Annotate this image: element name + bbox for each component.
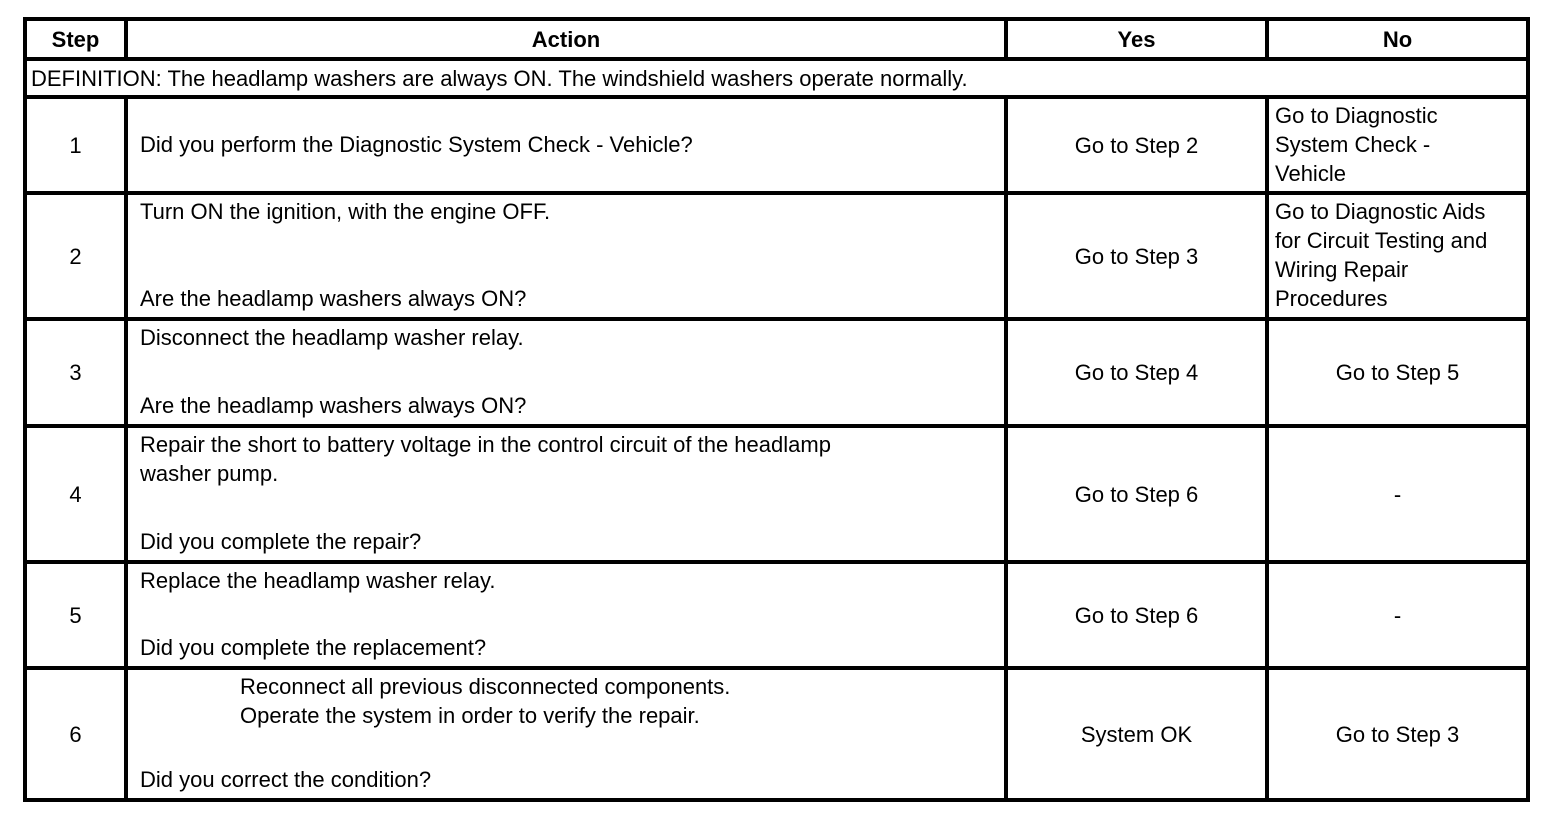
no-result — [1267, 97, 1528, 193]
action-cell — [126, 426, 1006, 562]
action-cell — [126, 562, 1006, 668]
step-number: 5 — [25, 562, 126, 668]
step-number: 6 — [25, 668, 126, 800]
action-cell — [126, 193, 1006, 319]
step-number: 1 — [25, 97, 126, 193]
table-row — [25, 193, 1528, 319]
yes-result: Go to Step 2 — [1006, 97, 1267, 193]
action-text: Replace the headlamp washer relay. — [140, 568, 496, 593]
action-question: Did you correct the condition? — [140, 767, 432, 792]
action-text-block — [140, 672, 992, 730]
header-yes: Yes — [1006, 19, 1267, 59]
table-row — [25, 668, 1528, 800]
action-text: Disconnect the headlamp washer relay. — [140, 325, 524, 350]
no-result-line: System Check - — [1275, 132, 1431, 157]
step-number: 2 — [25, 193, 126, 319]
action-text: Reconnect all previous disconnected components. — [240, 674, 731, 699]
no-result: - — [1267, 426, 1528, 562]
action-cell — [126, 97, 1006, 193]
action-text: washer pump. — [140, 461, 279, 486]
no-result-line: Go to Diagnostic — [1275, 103, 1438, 128]
step-number: 4 — [25, 426, 126, 562]
action-question: Are the headlamp washers always ON? — [140, 286, 527, 311]
no-result-line: Vehicle — [1275, 161, 1346, 186]
header-no: No — [1267, 19, 1528, 59]
no-result-line: Wiring Repair — [1275, 257, 1409, 282]
action-cell — [126, 668, 1006, 800]
action-text: Did you perform the Diagnostic System Check - Vehicle? — [140, 131, 693, 157]
definition-row — [25, 59, 1528, 97]
table-row — [25, 562, 1528, 668]
table-row — [25, 97, 1528, 193]
yes-result: Go to Step 6 — [1006, 426, 1267, 562]
definition-text: DEFINITION: The headlamp washers are always ON. The windshield washers operate normally. — [25, 59, 1528, 97]
no-result-line: Go to Diagnostic Aids — [1275, 199, 1486, 224]
action-text: Turn ON the ignition, with the engine OFF. — [140, 199, 551, 224]
yes-result: Go to Step 4 — [1006, 319, 1267, 426]
no-result-line: Procedures — [1275, 286, 1388, 311]
action-question: Are the headlamp washers always ON? — [140, 393, 527, 418]
header-row — [25, 19, 1528, 59]
table-row — [25, 319, 1528, 426]
yes-result: System OK — [1006, 668, 1267, 800]
action-question: Did you complete the replacement? — [140, 635, 487, 660]
yes-result: Go to Step 6 — [1006, 562, 1267, 668]
action-text-block — [140, 430, 992, 488]
action-question: Did you complete the repair? — [140, 529, 422, 554]
diagnostic-table — [23, 17, 1530, 802]
no-result: Go to Step 5 — [1267, 319, 1528, 426]
action-text: Repair the short to battery voltage in the control circuit of the headlamp — [140, 432, 831, 457]
no-result — [1267, 193, 1528, 319]
no-result-line: for Circuit Testing and — [1275, 228, 1488, 253]
yes-result: Go to Step 3 — [1006, 193, 1267, 319]
action-text: Operate the system in order to verify the repair. — [240, 703, 700, 728]
action-cell — [126, 319, 1006, 426]
header-action: Action — [126, 19, 1006, 59]
no-result: Go to Step 3 — [1267, 668, 1528, 800]
header-step: Step — [25, 19, 126, 59]
no-result: - — [1267, 562, 1528, 668]
step-number: 3 — [25, 319, 126, 426]
table-row — [25, 426, 1528, 562]
